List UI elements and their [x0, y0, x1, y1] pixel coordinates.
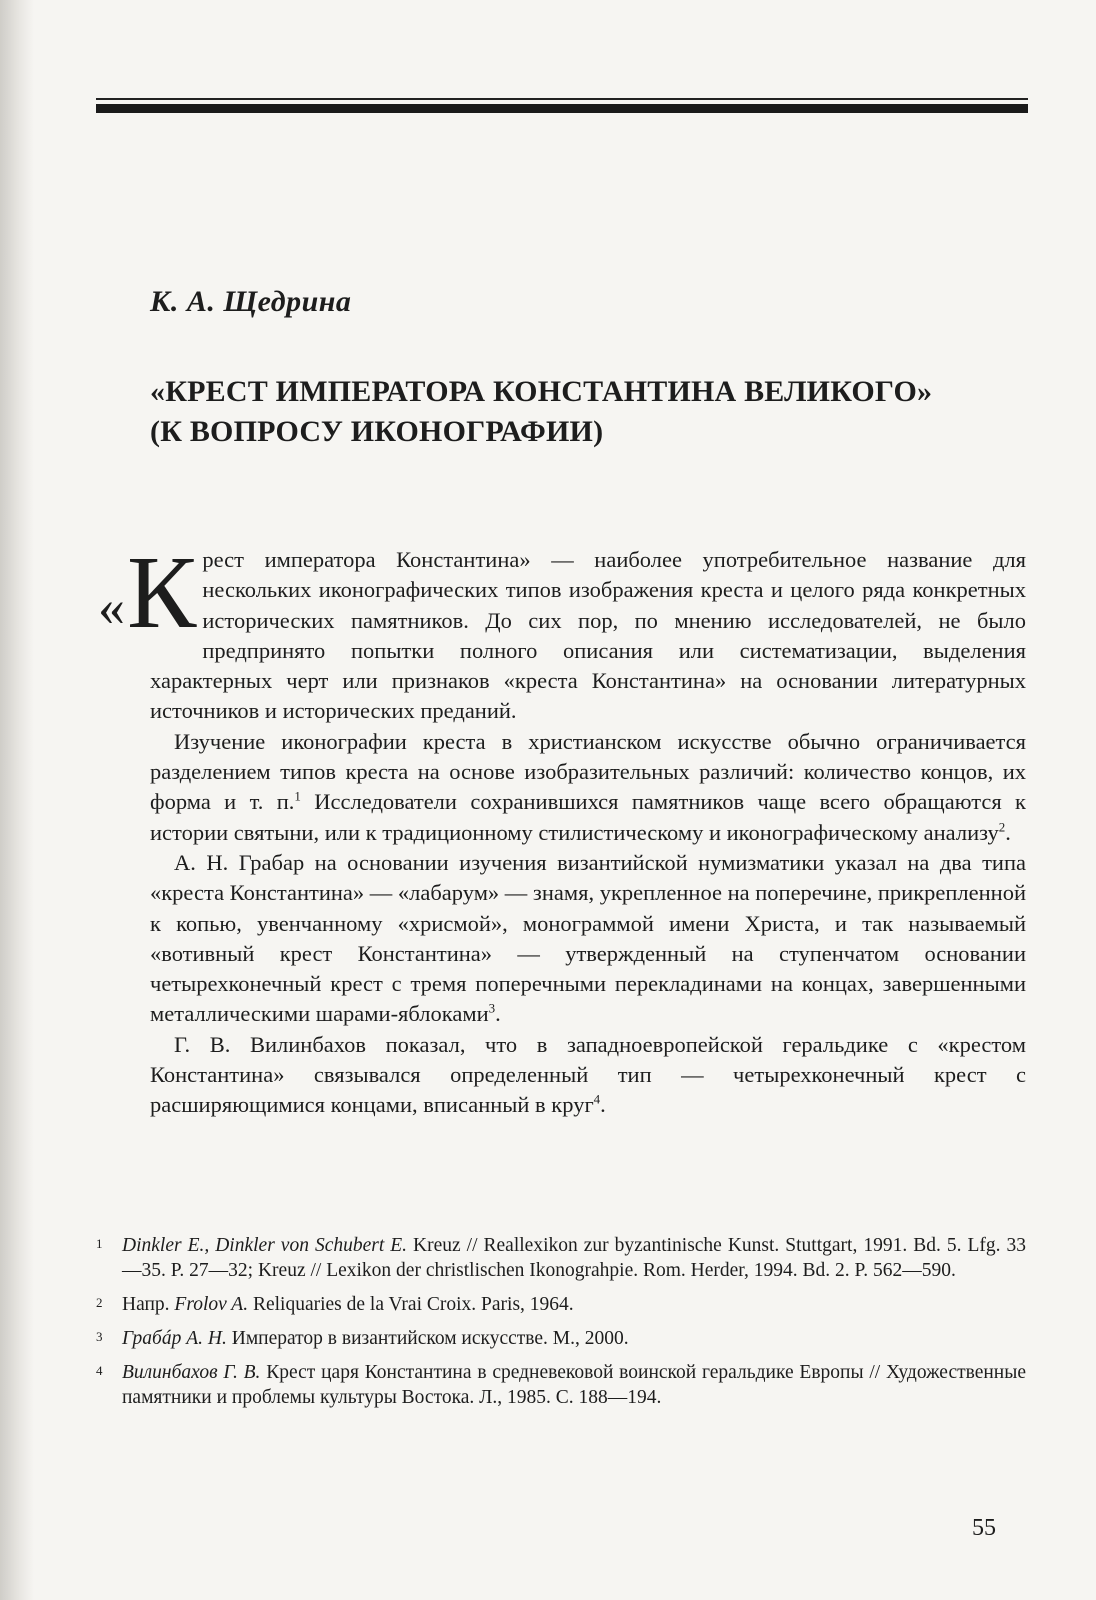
drop-cap-letter: К: [127, 535, 197, 650]
header-rule-thick: [96, 104, 1028, 113]
footnote-ref-2[interactable]: 2: [998, 819, 1006, 835]
footnote-text: Крест царя Константина в средневековой воинской геральдике Европы // Художественные памятники и проблемы культуры Востока. Л., 1985. С. 188—194.: [122, 1362, 1026, 1408]
article-author: К. А. Щедрина: [150, 285, 352, 318]
drop-cap-quote: «: [98, 577, 125, 637]
footnote-text: Император в византийском искусстве. М., 2000.: [226, 1328, 629, 1349]
footnote-number: 4: [96, 1363, 103, 1378]
footnote-author: Dinkler E., Dinkler von Schubert E.: [122, 1235, 408, 1256]
header-rule-thin: [96, 98, 1028, 100]
footnote-text: Reliquaries de la Vrai Croix. Paris, 1964.: [248, 1294, 574, 1315]
footnote-ref-1[interactable]: 1: [294, 788, 301, 804]
footnote-number: 3: [96, 1329, 103, 1344]
paragraph-3: [150, 848, 1026, 1030]
paragraph-3-text-b: .: [495, 1001, 501, 1027]
paragraph-1-text: рест императора Константина» — наиболее употребительное название для нескольких иконографических типов изображения креста и целого ряда конкретных исторических памятников. До сих пор, по мнению исследователей, не было предпринято попытки полного описания или систематизации, выделения характерных черт или признаков «креста Константина» на основании литературных источников и исторических преданий.: [150, 547, 1026, 724]
footnote-2: [96, 1292, 1026, 1317]
footnote-author: Вилинбахов Г. В.: [122, 1362, 261, 1383]
footnote-ref-3[interactable]: 3: [488, 1000, 496, 1016]
footnotes: [96, 1233, 1026, 1419]
paragraph-2: [150, 727, 1026, 848]
article-title: [150, 372, 1030, 452]
paragraph-4: [150, 1030, 1026, 1121]
paragraph-2-text-a: Изучение иконографии креста в христианском искусстве обычно ограничивается разделением типов креста на основе изобразительных различий: количество концов, их форма и т. п.: [150, 728, 1026, 815]
footnote-author: Грабáр А. Н.: [122, 1328, 227, 1349]
paragraph-2-text-c: .: [1005, 819, 1011, 845]
paragraph-4-text-b: .: [600, 1092, 606, 1118]
article-title-line-1: «КРЕСТ ИМПЕРАТОРА КОНСТАНТИНА ВЕЛИКОГО»: [150, 375, 933, 408]
footnote-author: Frolov A.: [174, 1294, 249, 1315]
footnote-number: 2: [96, 1295, 103, 1310]
footnote-prefix: Напр.: [122, 1294, 175, 1315]
article-body: [98, 535, 1026, 1121]
paragraph-4-text-a: Г. В. Вилинбахов показал, что в западноевропейской геральдике с «крестом Константина» связывался определенный тип — четырехконечный крест с расширяющимися концами, вписанный в круг: [150, 1031, 1026, 1118]
footnote-text: Kreuz // Reallexikon zur byzantinische Kunst. Stuttgart, 1991. Bd. 5. Lfg. 33—35. P. 27—32; Kreuz // Lexikon der christlischen Ikonograhpie. Rom. Herder, 1994. Bd. 2. P. 562—590.: [122, 1235, 1026, 1281]
footnote-4: [96, 1360, 1026, 1410]
article-title-line-2: (К ВОПРОСУ ИКОНОГРАФИИ): [150, 415, 604, 448]
paragraph-3-text-a: А. Н. Грабар на основании изучения византийской нумизматики указал на два типа «креста Константина» — «лабарум» — знамя, укрепленное на поперечине, прикрепленной к копью, увенчанному «хрисмой», монограммой имени Христа, и так называемый «вотивный крест Константина» — утвержденный на ступенчатом основании четырехконечный крест с тремя поперечными перекладинами на концах, завершенными металлическими шарами-яблоками: [150, 849, 1026, 1027]
footnote-3: [96, 1326, 1026, 1351]
page-edge-shadow: [0, 0, 34, 1600]
footnote-ref-4[interactable]: 4: [593, 1091, 601, 1107]
paragraph-2-text-b: Исследователи сохранившихся памятников чаще всего обращаются к истории святыни, или к традиционному стилистическому и иконографическому анализу: [150, 789, 1026, 845]
paragraph-1: [98, 535, 1026, 727]
footnote-1: [96, 1233, 1026, 1283]
drop-cap: [98, 535, 197, 650]
page-number: 55: [972, 1515, 996, 1541]
footnote-number: 1: [96, 1236, 103, 1251]
